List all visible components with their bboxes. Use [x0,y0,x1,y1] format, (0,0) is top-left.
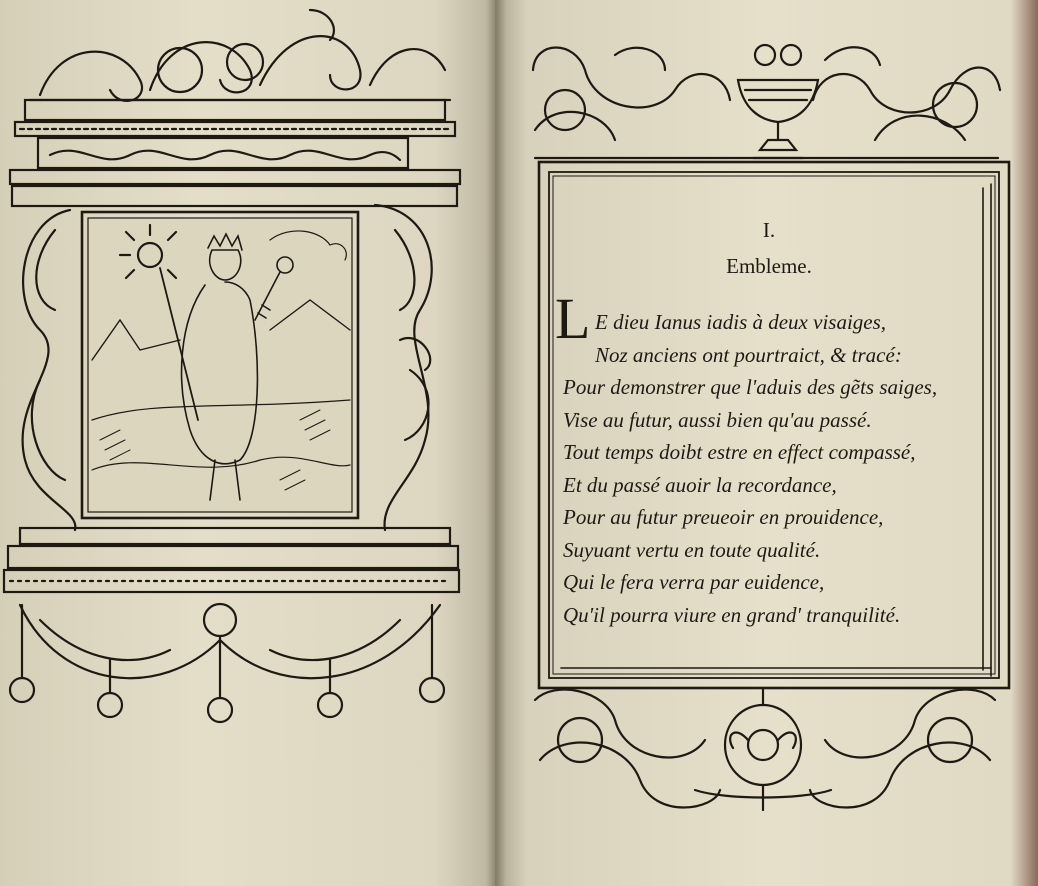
poem-line: Pour demonstrer que l'aduis des gẽts saiges, [563,375,938,399]
bottom-garland-ornament [10,604,444,722]
poem-line: E dieu Ianus iadis à deux visaiges, [595,310,887,334]
emblem-text-block [553,178,985,672]
cornice [10,100,460,206]
janus-woodcut-image [82,212,358,518]
top-arabesque-ornament [533,45,1000,158]
emblem-numeral: I. [762,218,776,242]
emblem-poem [563,306,983,631]
emblem-heading: Embleme. [726,254,812,278]
base-molding [4,528,459,592]
poem-line: Suyuant vertu en toute qualité. [563,537,821,562]
poem-line: Vise au futur, aussi bien qu'au passé. [563,407,872,432]
poem-line: Tout temps doibt estre en effect compassé, [563,440,916,464]
poem-line: Qu'il pourra viure en grand' tranquilité. [563,602,901,627]
poem-line: Noz anciens ont pourtraict, & tracé: [595,342,902,367]
poem-line: Pour au futur preueoir en prouidence, [563,505,884,529]
bottom-arabesque-ornament [535,690,995,810]
poem-line: Et du passé auoir la recordance, [563,472,837,497]
poem-line: Qui le fera verra par euidence, [563,570,825,594]
architectural-frame-ornament [0,0,495,886]
drop-capital: L [555,286,591,351]
top-scroll-ornament [30,10,450,101]
